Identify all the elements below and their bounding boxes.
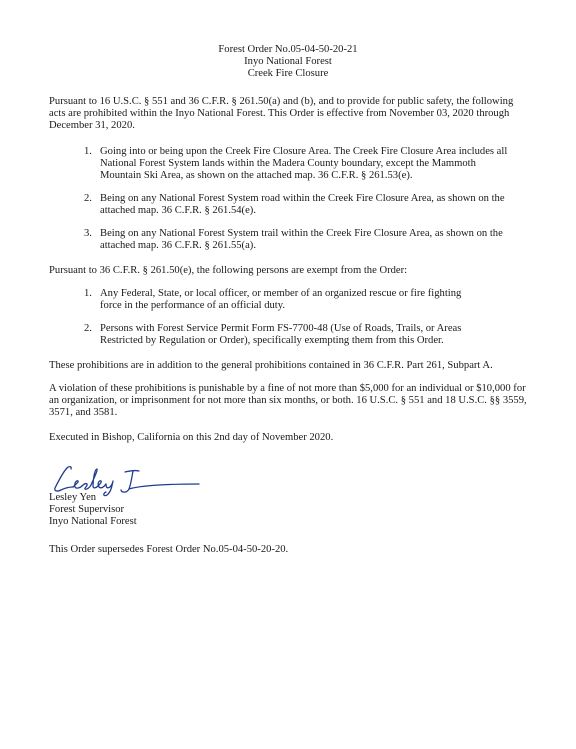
closure-title: Creek Fire Closure [247,68,329,80]
penalty-paragraph: A violation of these prohibitions is punishable by a fine of not more than $5,000 for an individual or $10,000 for an organization, or imprisonment for not more than six months, or both. 16 U.S.C. § 551 and 18 U.S.C. §§ 3559, 3571, and 3581. [49,383,527,419]
list-text: Any Federal, State, or local officer, or member of an organized rescue or fire fighting force in the performance of an official duty. [100,288,462,312]
forest-name: Inyo National Forest [244,56,332,68]
list-number: 2. [84,323,92,334]
intro-paragraph: Pursuant to 16 U.S.C. § 551 and 36 C.F.R. § 261.50(a) and (b), and to provide for public safety, the following acts are prohibited within the Inyo National Forest. This Order is effective from November 03, 2020 through December 31, 2020. [49,96,514,132]
exemption-intro: Pursuant to 36 C.F.R. § 261.50(e), the following persons are exempt from the Order: [49,265,408,276]
signature-block [49,462,249,532]
supersedes-statement: This Order supersedes Forest Order No.05-04-50-20-20. [49,544,289,555]
list-text: Being on any National Forest System trail within the Creek Fire Closure Area, as shown on the attached map. 36 C.F.R. § 261.55(a). [100,228,503,252]
signer-details [49,492,137,529]
general-prohibitions-paragraph: These prohibitions are in addition to the general prohibitions contained in 36 C.F.R. Part 261, Subpart A. [49,360,493,371]
order-header [0,44,576,81]
signer-name: Lesley Yen [49,492,97,503]
list-number: 3. [84,228,92,239]
list-number: 2. [84,193,92,204]
signer-title: Forest Supervisor [49,504,125,516]
list-text: Going into or being upon the Creek Fire Closure Area. The Creek Fire Closure Area includes all National Forest System lands within the Madera County boundary, except the Mammoth Mountain Ski Area, as shown on the attached map. 36 C.F.R. § 261.53(e). [100,146,508,182]
execution-statement: Executed in Bishop, California on this 2nd day of November 2020. [49,432,334,443]
signer-unit: Inyo National Forest [49,516,137,528]
order-number: Forest Order No.05-04-50-20-21 [218,44,358,55]
list-text: Persons with Forest Service Permit Form FS-7700-48 (Use of Roads, Trails, or Areas Restricted by Regulation or Order), specifically exempting them from this Order. [100,323,462,347]
list-number: 1. [84,288,92,299]
list-number: 1. [84,146,92,157]
list-text: Being on any National Forest System road within the Creek Fire Closure Area, as shown on the attached map. 36 C.F.R. § 261.54(e). [100,193,505,217]
